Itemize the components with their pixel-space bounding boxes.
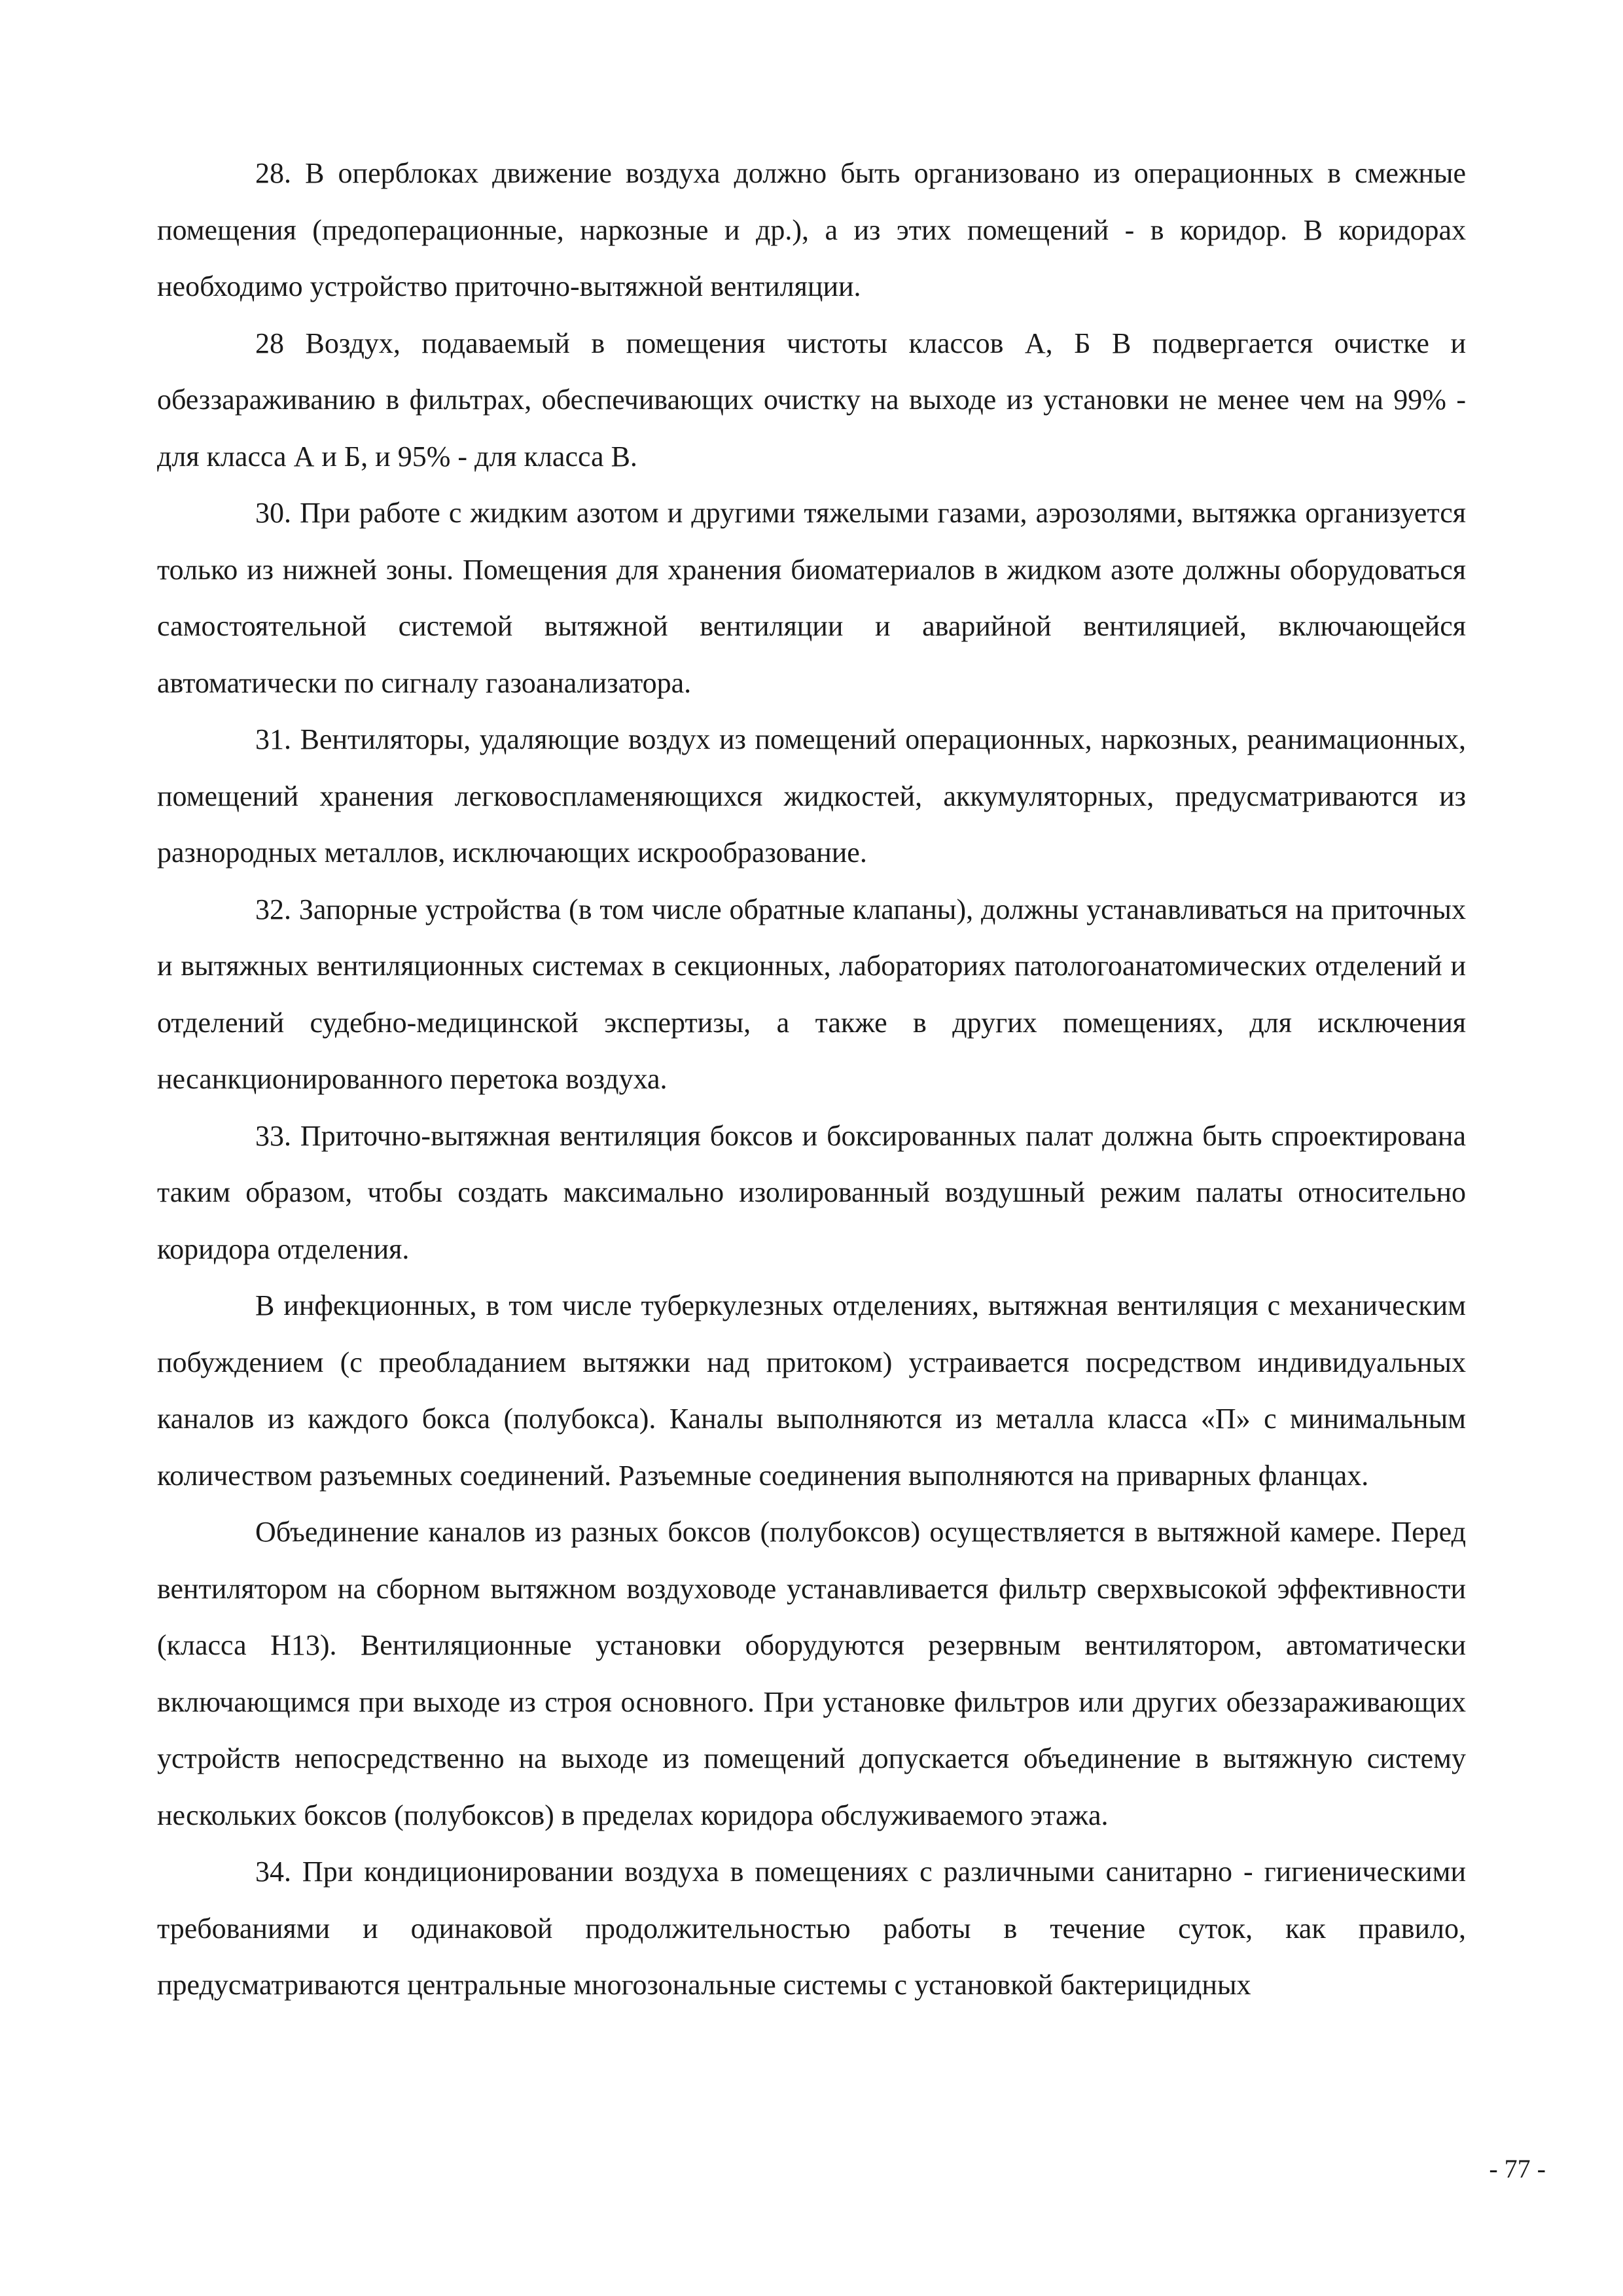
paragraph-30-liquid-nitrogen: 30. При работе с жидким азотом и другими тяжелыми газами, аэрозолями, вытяжка организуется только из нижней зоны. Помещения для хранения биоматериалов в жидком азоте должны оборудоваться самостоятельной системой вытяжной вентиляции и аварийной вентиляцией, включающейся автоматически по сигналу газоанализатора. (157, 497, 1466, 699)
paragraph-31-fans: 31. Вентиляторы, удаляющие воздух из помещений операционных, наркозных, реанимационных, помещений хранения легковоспламеняющихся жидкостей, аккумуляторных, предусматриваются из разнородных металлов, исключающих искрообразование. (157, 723, 1466, 869)
page-number: - 77 - (1489, 2154, 1546, 2183)
paragraph-infectious-departments: В инфекционных, в том числе туберкулезных отделениях, вытяжная вентиляция с механическим побуждением (с преобладанием вытяжки над притоком) устраивается посредством индивидуальных каналов из каждого бокса (полубокса). Каналы выполняются из металла класса «П» с минимальным количеством разъемных соединений. Разъемные соединения выполняются на приварных фланцах. (157, 1289, 1466, 1492)
paragraph-channels-merging: Объединение каналов из разных боксов (полубоксов) осуществляется в вытяжной камере. Перед вентилятором на сборном вытяжном воздуховоде устанавливается фильтр сверхвысокой эффективности (класса Н13). Вентиляционные установки оборудуются резервным вентилятором, автоматически включающимся при выходе из строя основного. При установке фильтров или других обеззараживающих устройств непосредственно на выходе из помещений допускается объединение в вытяжную систему нескольких боксов (полубоксов) в пределах коридора обслуживаемого этажа. (157, 1516, 1466, 1831)
paragraph-32-shutoff-devices: 32. Запорные устройства (в том числе обратные клапаны), должны устанавливаться на приточных и вытяжных вентиляционных системах в секционных, лабораториях патологоанатомических отделений и отделений судебно-медицинской экспертизы, а также в других помещениях, для исключения несанкционированного перетока воздуха. (157, 893, 1466, 1095)
paragraph-28-airflow: 28. В оперблоках движение воздуха должно быть организовано из операционных в смежные помещения (предоперационные, наркозные и др.), а из этих помещений - в коридор. В коридорах необходимо устройство приточно-вытяжной вентиляции. (157, 157, 1466, 302)
paragraph-34-conditioning: 34. При кондиционировании воздуха в помещениях с различными санитарно - гигиеническими требованиями и одинаковой продолжительностью работы в течение суток, как правило, предусматриваются центральные многозональные системы с установкой бактерицидных (157, 1856, 1466, 2001)
paragraph-28-air-cleaning: 28 Воздух, подаваемый в помещения чистоты классов А, Б В подвергается очистке и обеззараживанию в фильтрах, обеспечивающих очистку на выходе из установки не менее чем на 99% - для класса А и Б, и 95% - для класса В. (157, 327, 1466, 473)
paragraph-33-boxes-ventilation: 33. Приточно-вытяжная вентиляция боксов и боксированных палат должна быть спроектирована таким образом, чтобы создать максимально изолированный воздушный режим палаты относительно коридора отделения. (157, 1119, 1466, 1265)
document-body (157, 145, 1466, 2014)
